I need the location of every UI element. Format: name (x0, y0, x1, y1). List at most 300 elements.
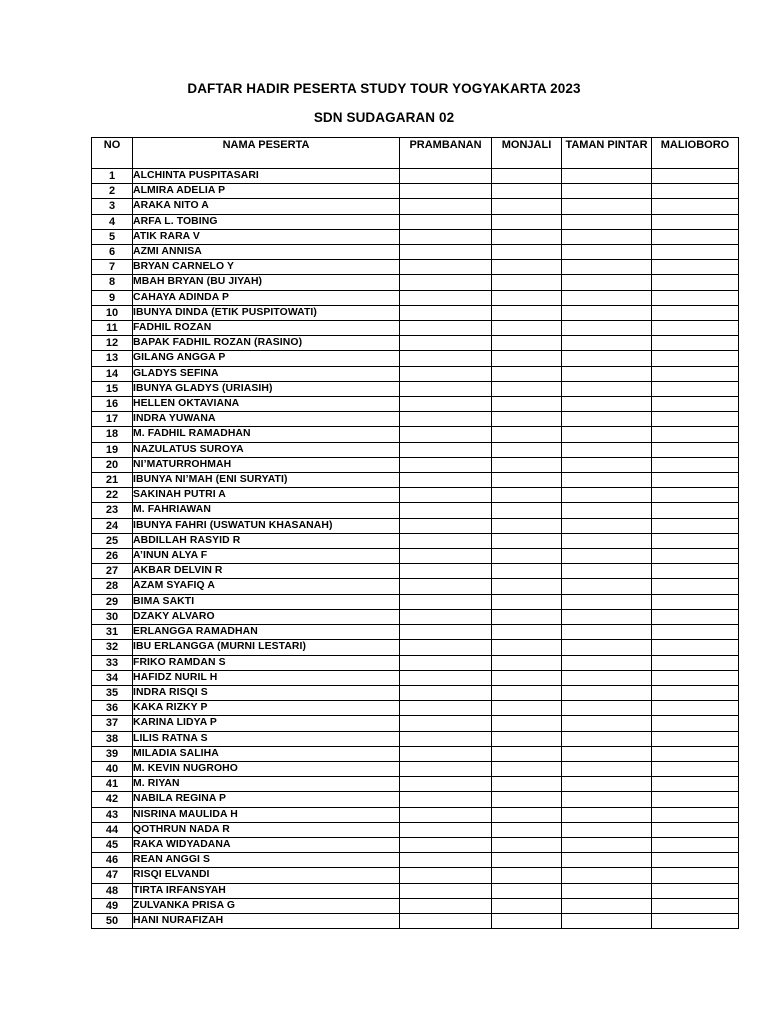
monjali-cell (492, 685, 562, 700)
malioboro-cell (652, 336, 739, 351)
malioboro-cell (652, 229, 739, 244)
prambanan-cell (400, 518, 492, 533)
row-number: 37 (92, 716, 133, 731)
header-taman-pintar: TAMAN PINTAR (562, 138, 652, 169)
prambanan-cell (400, 442, 492, 457)
participant-name: ARAKA NITO A (133, 199, 400, 214)
prambanan-cell (400, 457, 492, 472)
prambanan-cell (400, 701, 492, 716)
participant-name: ARFA L. TOBING (133, 214, 400, 229)
monjali-cell (492, 913, 562, 928)
prambanan-cell (400, 761, 492, 776)
prambanan-cell (400, 640, 492, 655)
prambanan-cell (400, 275, 492, 290)
taman-pintar-cell (562, 792, 652, 807)
taman-pintar-cell (562, 853, 652, 868)
row-number: 10 (92, 305, 133, 320)
taman-pintar-cell (562, 731, 652, 746)
table-row (92, 625, 739, 640)
malioboro-cell (652, 366, 739, 381)
monjali-cell (492, 229, 562, 244)
monjali-cell (492, 883, 562, 898)
malioboro-cell (652, 169, 739, 184)
row-number: 46 (92, 853, 133, 868)
taman-pintar-cell (562, 640, 652, 655)
malioboro-cell (652, 640, 739, 655)
monjali-cell (492, 351, 562, 366)
monjali-cell (492, 792, 562, 807)
monjali-cell (492, 442, 562, 457)
malioboro-cell (652, 427, 739, 442)
taman-pintar-cell (562, 609, 652, 624)
prambanan-cell (400, 245, 492, 260)
taman-pintar-cell (562, 807, 652, 822)
malioboro-cell (652, 746, 739, 761)
row-number: 41 (92, 777, 133, 792)
malioboro-cell (652, 761, 739, 776)
malioboro-cell (652, 245, 739, 260)
malioboro-cell (652, 503, 739, 518)
taman-pintar-cell (562, 260, 652, 275)
taman-pintar-cell (562, 837, 652, 852)
participant-name: M. RIYAN (133, 777, 400, 792)
prambanan-cell (400, 260, 492, 275)
row-number: 16 (92, 397, 133, 412)
table-row (92, 792, 739, 807)
prambanan-cell (400, 807, 492, 822)
row-number: 13 (92, 351, 133, 366)
taman-pintar-cell (562, 883, 652, 898)
prambanan-cell (400, 397, 492, 412)
taman-pintar-cell (562, 169, 652, 184)
monjali-cell (492, 518, 562, 533)
row-number: 25 (92, 533, 133, 548)
malioboro-cell (652, 807, 739, 822)
prambanan-cell (400, 731, 492, 746)
table-row (92, 260, 739, 275)
table-row (92, 518, 739, 533)
prambanan-cell (400, 594, 492, 609)
table-row (92, 579, 739, 594)
malioboro-cell (652, 898, 739, 913)
malioboro-cell (652, 625, 739, 640)
monjali-cell (492, 898, 562, 913)
document-title: DAFTAR HADIR PESERTA STUDY TOUR YOGYAKARTA 2023 (187, 81, 581, 96)
table-row (92, 898, 739, 913)
monjali-cell (492, 169, 562, 184)
prambanan-cell (400, 716, 492, 731)
taman-pintar-cell (562, 351, 652, 366)
table-row (92, 442, 739, 457)
malioboro-cell (652, 701, 739, 716)
row-number: 31 (92, 625, 133, 640)
monjali-cell (492, 305, 562, 320)
monjali-cell (492, 761, 562, 776)
taman-pintar-cell (562, 442, 652, 457)
row-number: 49 (92, 898, 133, 913)
table-row (92, 685, 739, 700)
monjali-cell (492, 807, 562, 822)
table-row (92, 275, 739, 290)
monjali-cell (492, 822, 562, 837)
prambanan-cell (400, 381, 492, 396)
malioboro-cell (652, 412, 739, 427)
table-row (92, 822, 739, 837)
taman-pintar-cell (562, 214, 652, 229)
monjali-cell (492, 366, 562, 381)
table-row (92, 609, 739, 624)
malioboro-cell (652, 305, 739, 320)
malioboro-cell (652, 792, 739, 807)
prambanan-cell (400, 670, 492, 685)
header-no: NO (92, 138, 133, 169)
row-number: 36 (92, 701, 133, 716)
monjali-cell (492, 412, 562, 427)
table-row (92, 397, 739, 412)
prambanan-cell (400, 837, 492, 852)
prambanan-cell (400, 473, 492, 488)
taman-pintar-cell (562, 549, 652, 564)
participant-name: BIMA SAKTI (133, 594, 400, 609)
malioboro-cell (652, 184, 739, 199)
participant-name: ALMIRA ADELIA P (133, 184, 400, 199)
attendance-table (91, 137, 739, 929)
row-number: 45 (92, 837, 133, 852)
monjali-cell (492, 275, 562, 290)
participant-name: CAHAYA ADINDA P (133, 290, 400, 305)
participant-name: FRIKO RAMDAN S (133, 655, 400, 670)
taman-pintar-cell (562, 412, 652, 427)
malioboro-cell (652, 655, 739, 670)
taman-pintar-cell (562, 473, 652, 488)
table-row (92, 701, 739, 716)
malioboro-cell (652, 518, 739, 533)
participant-name: NAZULATUS SUROYA (133, 442, 400, 457)
participant-name: KAKA RIZKY P (133, 701, 400, 716)
malioboro-cell (652, 853, 739, 868)
row-number: 12 (92, 336, 133, 351)
table-row (92, 883, 739, 898)
prambanan-cell (400, 685, 492, 700)
row-number: 20 (92, 457, 133, 472)
row-number: 8 (92, 275, 133, 290)
participant-name: ATIK RARA V (133, 229, 400, 244)
row-number: 5 (92, 229, 133, 244)
monjali-cell (492, 716, 562, 731)
monjali-cell (492, 381, 562, 396)
document-subtitle: SDN SUDAGARAN 02 (313, 110, 455, 125)
participant-name: MBAH BRYAN (BU JIYAH) (133, 275, 400, 290)
table-row (92, 305, 739, 320)
prambanan-cell (400, 229, 492, 244)
participant-name: BAPAK FADHIL ROZAN (RASINO) (133, 336, 400, 351)
taman-pintar-cell (562, 381, 652, 396)
taman-pintar-cell (562, 518, 652, 533)
table-row (92, 564, 739, 579)
taman-pintar-cell (562, 366, 652, 381)
table-row (92, 457, 739, 472)
prambanan-cell (400, 488, 492, 503)
header-malioboro: MALIOBORO (652, 138, 739, 169)
table-row (92, 533, 739, 548)
malioboro-cell (652, 670, 739, 685)
table-row (92, 670, 739, 685)
participant-name: SAKINAH PUTRI A (133, 488, 400, 503)
prambanan-cell (400, 290, 492, 305)
malioboro-cell (652, 199, 739, 214)
row-number: 50 (92, 913, 133, 928)
prambanan-cell (400, 321, 492, 336)
participant-name: RISQI ELVANDI (133, 868, 400, 883)
participant-name: QOTHRUN NADA R (133, 822, 400, 837)
taman-pintar-cell (562, 184, 652, 199)
participant-name: INDRA RISQI S (133, 685, 400, 700)
prambanan-cell (400, 503, 492, 518)
taman-pintar-cell (562, 670, 652, 685)
prambanan-cell (400, 533, 492, 548)
table-row (92, 321, 739, 336)
taman-pintar-cell (562, 822, 652, 837)
table-body (92, 169, 739, 929)
participant-name: AZAM SYAFIQ A (133, 579, 400, 594)
taman-pintar-cell (562, 229, 652, 244)
row-number: 22 (92, 488, 133, 503)
monjali-cell (492, 457, 562, 472)
prambanan-cell (400, 913, 492, 928)
participant-name: IBUNYA GLADYS (URIASIH) (133, 381, 400, 396)
taman-pintar-cell (562, 716, 652, 731)
monjali-cell (492, 564, 562, 579)
participant-name: GILANG ANGGA P (133, 351, 400, 366)
participant-name: M. FADHIL RAMADHAN (133, 427, 400, 442)
row-number: 9 (92, 290, 133, 305)
prambanan-cell (400, 169, 492, 184)
table-row (92, 351, 739, 366)
participant-name: IBUNYA DINDA (ETIK PUSPITOWATI) (133, 305, 400, 320)
prambanan-cell (400, 305, 492, 320)
participant-name: HANI NURAFIZAH (133, 913, 400, 928)
malioboro-cell (652, 473, 739, 488)
taman-pintar-cell (562, 305, 652, 320)
prambanan-cell (400, 898, 492, 913)
table-row (92, 488, 739, 503)
table-row (92, 594, 739, 609)
participant-name: IBUNYA NI’MAH (ENI SURYATI) (133, 473, 400, 488)
row-number: 32 (92, 640, 133, 655)
participant-name: ERLANGGA RAMADHAN (133, 625, 400, 640)
table-row (92, 381, 739, 396)
taman-pintar-cell (562, 245, 652, 260)
monjali-cell (492, 290, 562, 305)
row-number: 23 (92, 503, 133, 518)
malioboro-cell (652, 564, 739, 579)
taman-pintar-cell (562, 579, 652, 594)
participant-name: FADHIL ROZAN (133, 321, 400, 336)
monjali-cell (492, 746, 562, 761)
monjali-cell (492, 701, 562, 716)
row-number: 43 (92, 807, 133, 822)
monjali-cell (492, 336, 562, 351)
row-number: 14 (92, 366, 133, 381)
participant-name: BRYAN CARNELO Y (133, 260, 400, 275)
row-number: 47 (92, 868, 133, 883)
prambanan-cell (400, 868, 492, 883)
row-number: 15 (92, 381, 133, 396)
taman-pintar-cell (562, 275, 652, 290)
header-monjali: MONJALI (492, 138, 562, 169)
taman-pintar-cell (562, 503, 652, 518)
row-number: 21 (92, 473, 133, 488)
malioboro-cell (652, 837, 739, 852)
participant-name: REAN ANGGI S (133, 853, 400, 868)
malioboro-cell (652, 549, 739, 564)
prambanan-cell (400, 822, 492, 837)
table-row (92, 214, 739, 229)
monjali-cell (492, 640, 562, 655)
table-row (92, 807, 739, 822)
monjali-cell (492, 245, 562, 260)
participant-name: NABILA REGINA P (133, 792, 400, 807)
malioboro-cell (652, 883, 739, 898)
row-number: 4 (92, 214, 133, 229)
malioboro-cell (652, 321, 739, 336)
monjali-cell (492, 853, 562, 868)
monjali-cell (492, 184, 562, 199)
malioboro-cell (652, 868, 739, 883)
participant-name: TIRTA IRFANSYAH (133, 883, 400, 898)
taman-pintar-cell (562, 625, 652, 640)
prambanan-cell (400, 625, 492, 640)
taman-pintar-cell (562, 898, 652, 913)
table-row (92, 549, 739, 564)
table-row (92, 716, 739, 731)
prambanan-cell (400, 792, 492, 807)
malioboro-cell (652, 822, 739, 837)
participant-name: ALCHINTA PUSPITASARI (133, 169, 400, 184)
table-row (92, 853, 739, 868)
row-number: 30 (92, 609, 133, 624)
table-row (92, 245, 739, 260)
monjali-cell (492, 655, 562, 670)
row-number: 28 (92, 579, 133, 594)
participant-name: ABDILLAH RASYID R (133, 533, 400, 548)
prambanan-cell (400, 427, 492, 442)
monjali-cell (492, 199, 562, 214)
row-number: 18 (92, 427, 133, 442)
participant-name: M. FAHRIAWAN (133, 503, 400, 518)
table-row (92, 868, 739, 883)
malioboro-cell (652, 457, 739, 472)
table-row (92, 640, 739, 655)
table-row (92, 746, 739, 761)
participant-name: HELLEN OKTAVIANA (133, 397, 400, 412)
table-row (92, 169, 739, 184)
table-row (92, 655, 739, 670)
table-row (92, 336, 739, 351)
monjali-cell (492, 549, 562, 564)
row-number: 19 (92, 442, 133, 457)
taman-pintar-cell (562, 336, 652, 351)
header-prambanan: PRAMBANAN (400, 138, 492, 169)
row-number: 27 (92, 564, 133, 579)
taman-pintar-cell (562, 685, 652, 700)
row-number: 48 (92, 883, 133, 898)
table-row (92, 184, 739, 199)
prambanan-cell (400, 883, 492, 898)
participant-name: M. KEVIN NUGROHO (133, 761, 400, 776)
taman-pintar-cell (562, 564, 652, 579)
prambanan-cell (400, 336, 492, 351)
table-row (92, 837, 739, 852)
prambanan-cell (400, 655, 492, 670)
participant-name: IBUNYA FAHRI (USWATUN KHASANAH) (133, 518, 400, 533)
prambanan-cell (400, 214, 492, 229)
table-row (92, 412, 739, 427)
monjali-cell (492, 731, 562, 746)
malioboro-cell (652, 214, 739, 229)
monjali-cell (492, 321, 562, 336)
row-number: 3 (92, 199, 133, 214)
malioboro-cell (652, 290, 739, 305)
monjali-cell (492, 427, 562, 442)
taman-pintar-cell (562, 701, 652, 716)
taman-pintar-cell (562, 199, 652, 214)
taman-pintar-cell (562, 913, 652, 928)
participant-name: IBU ERLANGGA (MURNI LESTARI) (133, 640, 400, 655)
prambanan-cell (400, 746, 492, 761)
participant-name: LILIS RATNA S (133, 731, 400, 746)
taman-pintar-cell (562, 761, 652, 776)
row-number: 11 (92, 321, 133, 336)
row-number: 42 (92, 792, 133, 807)
taman-pintar-cell (562, 397, 652, 412)
monjali-cell (492, 868, 562, 883)
malioboro-cell (652, 716, 739, 731)
prambanan-cell (400, 199, 492, 214)
taman-pintar-cell (562, 488, 652, 503)
prambanan-cell (400, 564, 492, 579)
row-number: 35 (92, 685, 133, 700)
taman-pintar-cell (562, 655, 652, 670)
participant-name: AZMI ANNISA (133, 245, 400, 260)
monjali-cell (492, 594, 562, 609)
participant-name: KARINA LIDYA P (133, 716, 400, 731)
prambanan-cell (400, 777, 492, 792)
monjali-cell (492, 609, 562, 624)
header-name: NAMA PESERTA (133, 138, 400, 169)
taman-pintar-cell (562, 533, 652, 548)
row-number: 40 (92, 761, 133, 776)
row-number: 44 (92, 822, 133, 837)
table-row (92, 199, 739, 214)
participant-name: GLADYS SEFINA (133, 366, 400, 381)
table-row (92, 473, 739, 488)
malioboro-cell (652, 579, 739, 594)
malioboro-cell (652, 275, 739, 290)
monjali-cell (492, 488, 562, 503)
taman-pintar-cell (562, 746, 652, 761)
table-row (92, 290, 739, 305)
header-row (92, 138, 739, 169)
monjali-cell (492, 837, 562, 852)
prambanan-cell (400, 609, 492, 624)
prambanan-cell (400, 351, 492, 366)
taman-pintar-cell (562, 777, 652, 792)
table-row (92, 731, 739, 746)
monjali-cell (492, 260, 562, 275)
prambanan-cell (400, 549, 492, 564)
participant-name: NI’MATURROHMAH (133, 457, 400, 472)
